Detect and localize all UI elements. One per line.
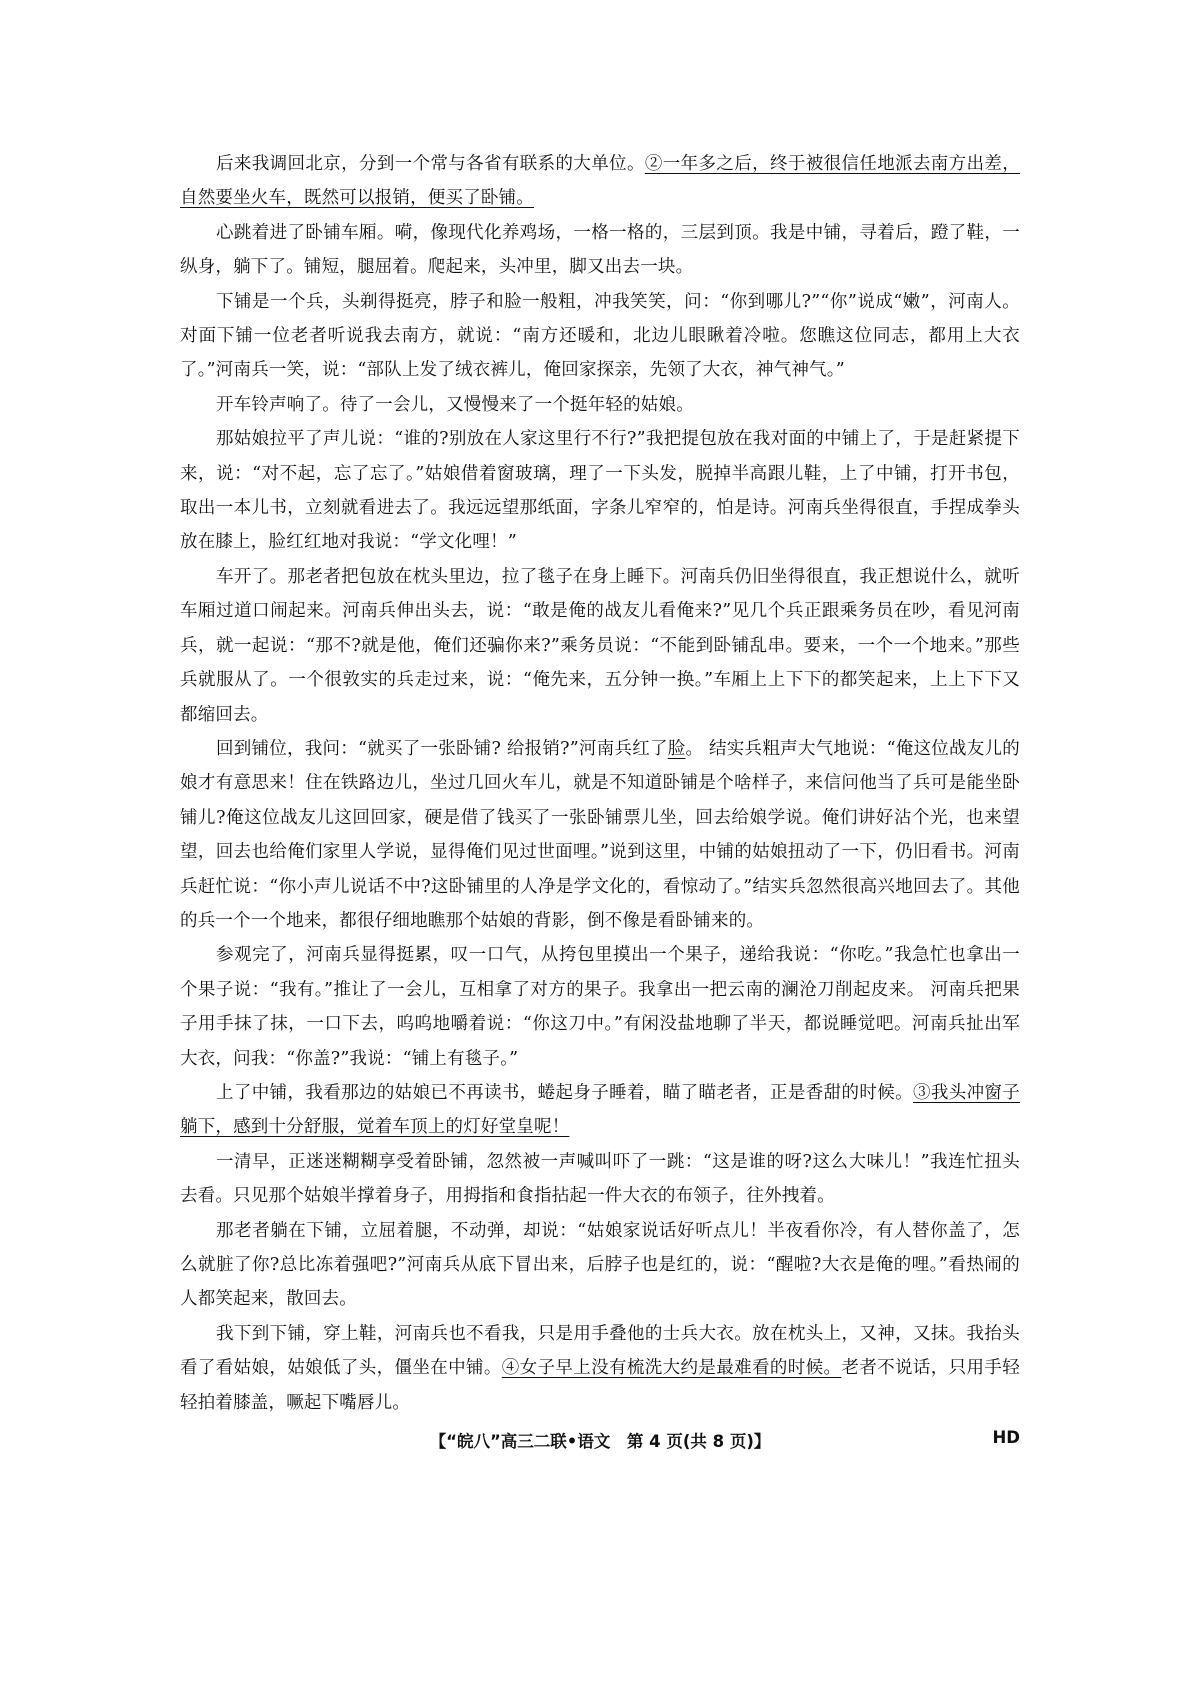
paragraph (180, 1076, 1020, 1145)
paragraph (180, 938, 1020, 1076)
text-segment: 下铺是一个兵，头剃得挺亮，脖子和脸一般粗，冲我笑笑，问：“你到哪儿?”“你”说成“嫩”，河南人。对面下铺一位老者听说我去南方，就说：“南方还暖和，北边儿眼瞅着冷啦。您瞧这位同志，都用上大衣了。”河南兵一笑，说：“部队上发了绒衣裤儿，俺回家探亲，先领了大衣，神气神气。” (180, 291, 1020, 381)
text-segment: 老者不说话，只用手轻轻拍着膝盖，噘起下嘴唇儿。 (180, 1358, 1020, 1413)
paragraph (180, 1317, 1020, 1420)
text-segment: 我下到下铺，穿上鞋，河南兵也不看我，只是用手叠他的士兵大衣。放在枕头上，又神，又抹。我抬头看了看姑娘，姑娘低了头，僵坐在中铺。 (180, 1323, 1020, 1379)
page-footer (180, 1428, 1020, 1458)
paragraph (180, 1214, 1020, 1317)
paragraph (180, 388, 1020, 422)
paragraph (180, 732, 1020, 938)
underlined-sentence: ③我头冲窗子躺下，感到十分舒服，觉着车顶上的灯好堂皇呢！ (180, 1082, 1021, 1138)
text-segment: 后来我调回北京，分到一个常与各省有联系的大单位。 (216, 154, 645, 174)
reading-passage (180, 147, 1020, 1420)
underlined-sentence: ④女子早上没有梳洗大约是最难看的时候。 (501, 1358, 842, 1379)
paragraph (180, 216, 1020, 285)
paragraph (180, 422, 1020, 560)
paragraph (180, 560, 1020, 732)
footer-code: HD (992, 1428, 1020, 1447)
paragraph (180, 147, 1020, 216)
text-segment: 一清早，正迷迷糊糊享受着卧铺，忽然被一声喊叫吓了一跳：“这是谁的呀?这么大味儿！”我连忙扭头去看。只见那个姑娘半撑着身子，用拇指和食指拈起一件大衣的布领子，往外拽着。 (180, 1151, 1020, 1207)
text-segment: 那姑娘拉平了声儿说：“谁的?别放在人家这里行不行?”我把提包放在我对面的中铺上了，于是赶紧提下来，说：“对不起，忘了忘了。”姑娘借着窗玻璃，理了一下头发，脱掉半高跟儿鞋，上了中铺，打开书包，取出一本儿书，立刻就看进去了。我远远望那纸面，字条儿窄窄的，怕是诗。河南兵坐得很直，手捏成拳头放在膝上，脸红红地对我说：“学文化哩！” (180, 429, 1020, 553)
text-segment: 开车铃声响了。待了一会儿，又慢慢来了一个挺年轻的姑娘。 (216, 394, 694, 415)
text-segment: 那老者躺在下铺，立屈着腿，不动弹，却说：“姑娘家说话好听点儿！半夜看你冷，有人替你盖了，怎么就脏了你?总比冻着强吧?”河南兵从底下冒出来，后脖子也是红的，说：“醒啦?大衣是俺的哩。”看热闹的人都笑起来，散回去。 (180, 1220, 1020, 1310)
text-segment: 回到铺位，我问：“就买了一张卧铺? 给报销?”河南兵红了 (216, 738, 668, 759)
text-segment: 。 结实兵粗声大气地说：“俺这位战友儿的娘才有意思来！住在铁路边儿，坐过几回火车儿，就是不知道卧铺是个啥样子，来信问他当了兵可是能坐卧铺儿?俺这位战友儿这回回家，硬是借了钱买了一张卧铺票儿坐，回去给娘学说。俺们讲好沾个光，也来望望，回去也给俺们家里人学说，显得俺们见过世面哩。”说到这里，中铺的姑娘扭动了一下，仍旧看书。河南兵赶忙说：“你小声儿说话不中?这卧铺里的人净是学文化的，看惊动了。”结实兵忽然很高兴地回去了。其他的兵一个一个地来，都很仔细地瞧那个姑娘的背影，倒不像是看卧铺来的。 (180, 738, 1021, 931)
text-segment: 上了中铺，我看那边的姑娘已不再读书，蜷起身子睡着，瞄了瞄老者，正是香甜的时候。 (216, 1082, 913, 1103)
paragraph (180, 285, 1020, 388)
underlined-sentence: ②一年多之后，终于被很信任地派去南方出差，自然要坐火车，既然可以报销，便买了卧铺。 (180, 154, 1020, 209)
text-segment: 车开了。那老者把包放在枕头里边，拉了毯子在身上睡下。河南兵仍旧坐得很直，我正想说什么，就听车厢过道口闹起来。河南兵伸出头去，说：“敢是俺的战友儿看俺来?”见几个兵正跟乘务员在吵，看见河南兵，就一起说：“那不?就是他，俺们还骗你来?”乘务员说：“不能到卧铺乱串。要来，一个一个地来。”那些兵就服从了。一个很敦实的兵走过来，说：“俺先来，五分钟一换。”车厢上上下下的都笑起来，上上下下又都缩回去。 (180, 566, 1020, 725)
footer-page-info: 【“皖八”高三二联•语文 第 4 页(共 8 页)】 (429, 1432, 771, 1451)
text-segment: 参观完了，河南兵显得挺累，叹一口气，从挎包里摸出一个果子，递给我说：“你吃。”我急忙也拿出一个果子说：“我有。”推让了一会儿，互相拿了对方的果子。我拿出一把云南的澜沧刀削起皮来。 河南兵把果子用手抹了抹，一口下去，呜呜地嚼着说：“你这刀中。”有闲没盐地聊了半天，都说睡觉吧。河南兵扯出军大衣，问我：“你盖?”我说：“铺上有毯子。” (180, 945, 1020, 1069)
paragraph (180, 1145, 1020, 1214)
underlined-sentence: 脸 (667, 738, 686, 759)
text-segment: 心跳着进了卧铺车厢。嗬，像现代化养鸡场，一格一格的，三层到顶。我是中铺，寻着后，蹬了鞋，一纵身，躺下了。铺短，腿屈着。爬起来，头冲里，脚又出去一块。 (180, 222, 1020, 278)
